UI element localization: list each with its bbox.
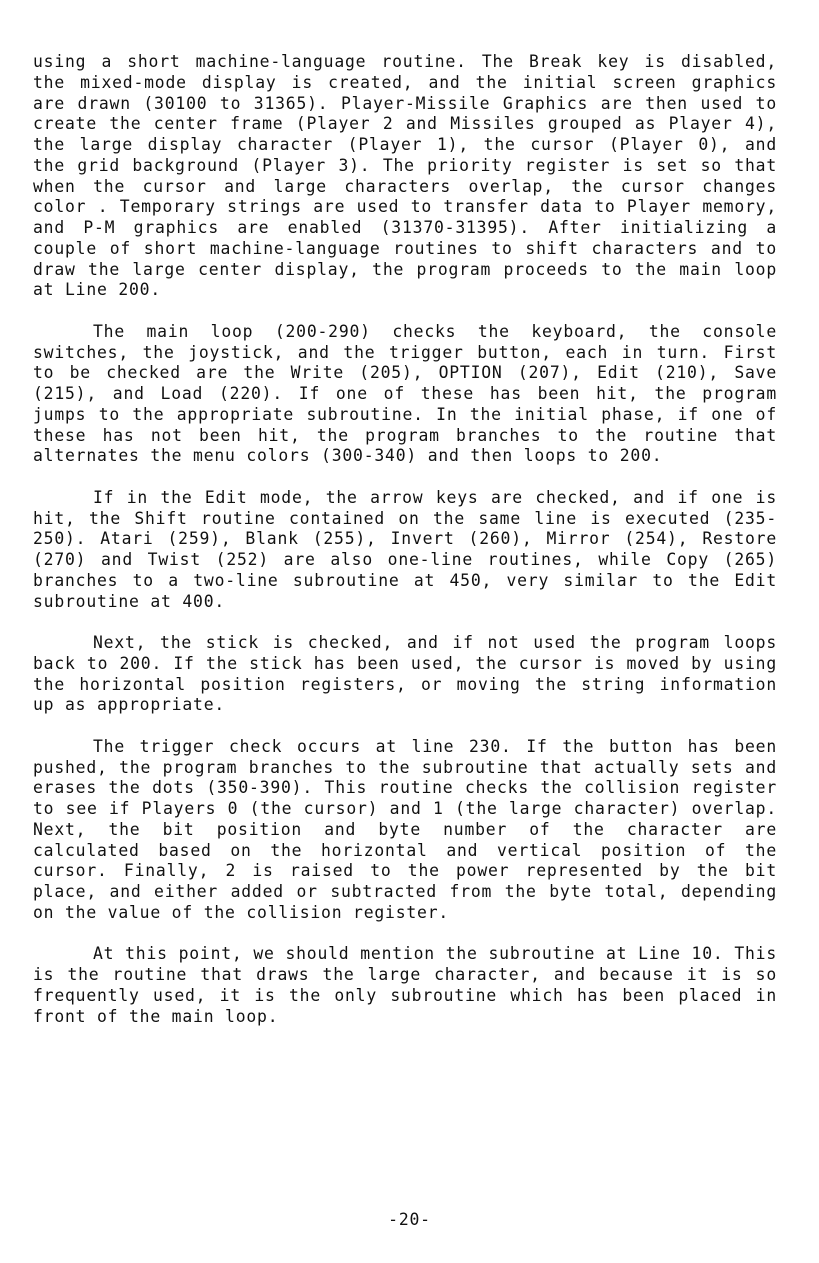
page-number: -20- [388, 1210, 431, 1229]
paragraph-spacer [33, 716, 777, 737]
paragraph-spacer [33, 924, 777, 945]
paragraph-subroutine-line-10: At this point, we should mention the subroutine at Line 10. This is the routine that draws the large character, and because it is so frequently used, it is the only subroutine which has been placed in front of the main loop. [33, 944, 777, 1026]
document-body [33, 52, 777, 1027]
paragraph-main-loop: The main loop (200-290) checks the keyboard, the console switches, the joystick, and the trigger button, each in turn. First to be checked are the Write (205), OPTION (207), Edit (210), Save (215), and Load (220). If one of these has been hit, the program jumps to the appropriate subroutine. In the initial phase, if one of these has not been hit, the program branches to the routine that alternates the menu colors (300-340) and then loops to 200. [33, 321, 777, 466]
paragraph-trigger-check: The trigger check occurs at line 230. If the button has been pushed, the program branches to the subroutine that actually sets and erases the dots (350-390). This routine checks the collision register to see if Players 0 (the cursor) and 1 (the large character) overlap. Next, the bit position and byte number of the character are calculated based on the horizontal and vertical position of the cursor. Finally, 2 is raised to the power represented by the bit place, and either added or subtracted from the byte total, depending on the value of the collision register. [33, 736, 777, 922]
paragraph-spacer [33, 612, 777, 633]
paragraph-edit-mode: If in the Edit mode, the arrow keys are checked, and if one is hit, the Shift routine contained on the same line is executed (235-250). Atari (259), Blank (255), Invert (260), Mirror (254), Restore (270) and Twist (252) are also one-line routines, while Copy (265) branches to a two-line subroutine at 450, very similar to the Edit subroutine at 400. [33, 487, 777, 611]
paragraph-intro-continued: using a short machine-language routine. The Break key is disabled, the mixed-mode display is created, and the initial screen graphics are drawn (30100 to 31365). Player-Missile Graphics are then used to create the center frame (Player 2 and Missiles grouped as Player 4), the large display character (Player 1), the cursor (Player 0), and the grid background (Player 3). The priority register is set so that when the cursor and large characters overlap, the cursor changes color . Temporary strings are used to transfer data to Player memory, and P-M graphics are enabled (31370-31395). After initializing a couple of short machine-language routines to shift characters and to draw the large center display, the program proceeds to the main loop at Line 200. [33, 52, 777, 300]
paragraph-spacer [33, 467, 777, 488]
paragraph-spacer [33, 301, 777, 322]
paragraph-stick-check: Next, the stick is checked, and if not used the program loops back to 200. If the stick has been used, the cursor is moved by using the horizontal position registers, or moving the string information up as appropriate. [33, 633, 777, 715]
